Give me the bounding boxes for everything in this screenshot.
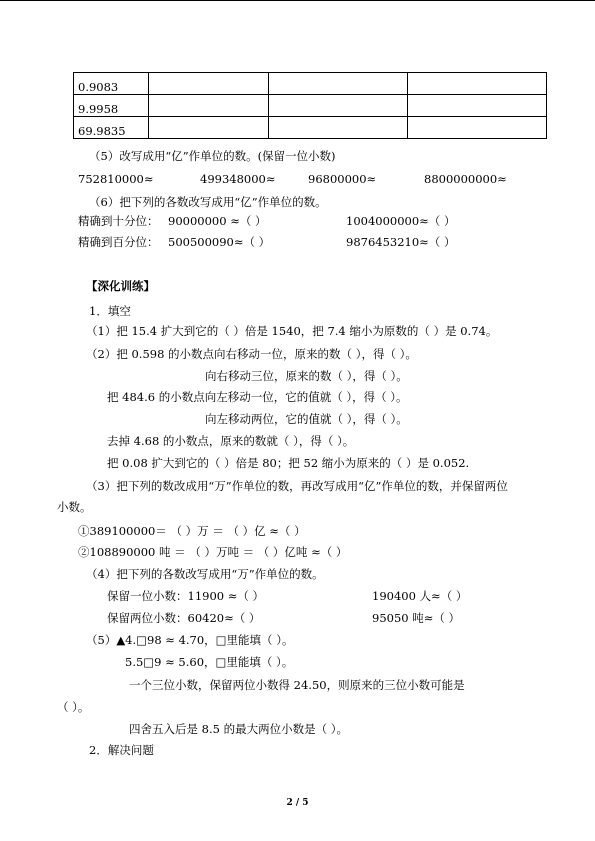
- question-line: 向右移动三位，原来的数（ ），得（ ）。: [205, 369, 408, 383]
- q6-item: 1004000000≈（ ）: [346, 214, 456, 228]
- table-cell: [408, 95, 547, 117]
- table-cell: [269, 117, 408, 139]
- table-cell: 69.9835: [74, 117, 149, 139]
- question-line: 190400 人≈（ ）: [372, 589, 468, 603]
- q5-title: （5）改写成用“亿”作单位的数。(保留一位小数): [89, 149, 336, 163]
- table-cell: 0.9083: [74, 73, 149, 95]
- table-cell: [149, 73, 269, 95]
- table-cell: 9.9958: [74, 95, 149, 117]
- question-line: 一个三位小数，保留两位小数得 24.50，则原来的三位小数可能是: [129, 678, 465, 692]
- question-heading: 1．填空: [89, 304, 131, 318]
- q6-item: 500500090≈（ ）: [168, 235, 271, 249]
- q6-item: 90000000 ≈（ ）: [168, 214, 267, 228]
- q5-item: 96800000≈: [308, 172, 377, 186]
- section-title: 【深化训练】: [86, 279, 155, 293]
- table-row: [74, 73, 547, 95]
- question-line: 把 0.08 扩大到它的（ ）倍是 80；把 52 缩小为原来的（ ）是 0.052.: [107, 456, 470, 470]
- question-line: 保留两位小数：60420≈（ ）: [107, 611, 261, 625]
- question-line: 四舍五入后是 8.5 的最大两位小数是（ ）。: [129, 722, 349, 736]
- table-cell: [149, 117, 269, 139]
- table-row: [74, 117, 547, 139]
- question-line: 95050 吨≈（ ）: [372, 611, 461, 625]
- table-cell: [149, 95, 269, 117]
- q6-item: 9876453210≈（ ）: [346, 235, 456, 249]
- question-line: ②108890000 吨 ＝ （ ）万吨 ＝ （ ）亿吨 ≈（ ）: [78, 545, 348, 559]
- question-line: （3）把下列的数改成用“万”作单位的数，再改写成用“亿”作单位的数，并保留两位: [86, 479, 508, 493]
- header-rule: [0, 0, 595, 1]
- question-line: （5）▲4.□98 ≈ 4.70，□里能填（ ）。: [86, 633, 294, 647]
- question-line: 保留一位小数：11900 ≈（ ）: [107, 589, 265, 603]
- question-line: （1）把 15.4 扩大到它的（ ）倍是 1540，把 7.4 缩小为原数的（ ）是 0.74。: [86, 324, 498, 338]
- q5-item: 499348000≈: [200, 172, 276, 186]
- question-line: 把 484.6 的小数点向左移动一位，它的值就（ ），得（ ）。: [107, 390, 408, 404]
- question-line: （4）把下列的各数改写成用“万”作单位的数。: [86, 567, 324, 581]
- rounding-table: [73, 72, 547, 139]
- question-line: （2）把 0.598 的小数点向右移动一位，原来的数（ ），得（ ）。: [86, 347, 417, 361]
- question-line: （ ）。: [57, 700, 90, 714]
- question-line: 5.5□9 ≈ 5.60，□里能填（ ）。: [125, 655, 294, 669]
- q5-item: 8800000000≈: [424, 172, 507, 186]
- page-number: 2 / 5: [286, 798, 309, 808]
- q6-row-label: 精确到百分位：: [78, 235, 159, 249]
- table-cell: [408, 117, 547, 139]
- q6-title: （6）把下列的各数改写成用“亿”作单位的数。: [89, 195, 327, 209]
- table-cell: [408, 73, 547, 95]
- question-line: 去掉 4.68 的小数点，原来的数就（ ），得（ ）。: [107, 434, 355, 448]
- q6-row-label: 精确到十分位：: [78, 214, 159, 228]
- question-line: ①389100000＝ （ ）万 ＝ （ ）亿 ≈（ ）: [78, 524, 306, 538]
- q5-item: 752810000≈: [78, 172, 154, 186]
- table-row: [74, 95, 547, 117]
- question-line: 小数。: [57, 500, 92, 514]
- table-cell: [269, 95, 408, 117]
- table-cell: [269, 73, 408, 95]
- question-heading: 2．解决问题: [89, 743, 154, 757]
- question-line: 向左移动两位，它的值就（ ），得（ ）。: [205, 412, 408, 426]
